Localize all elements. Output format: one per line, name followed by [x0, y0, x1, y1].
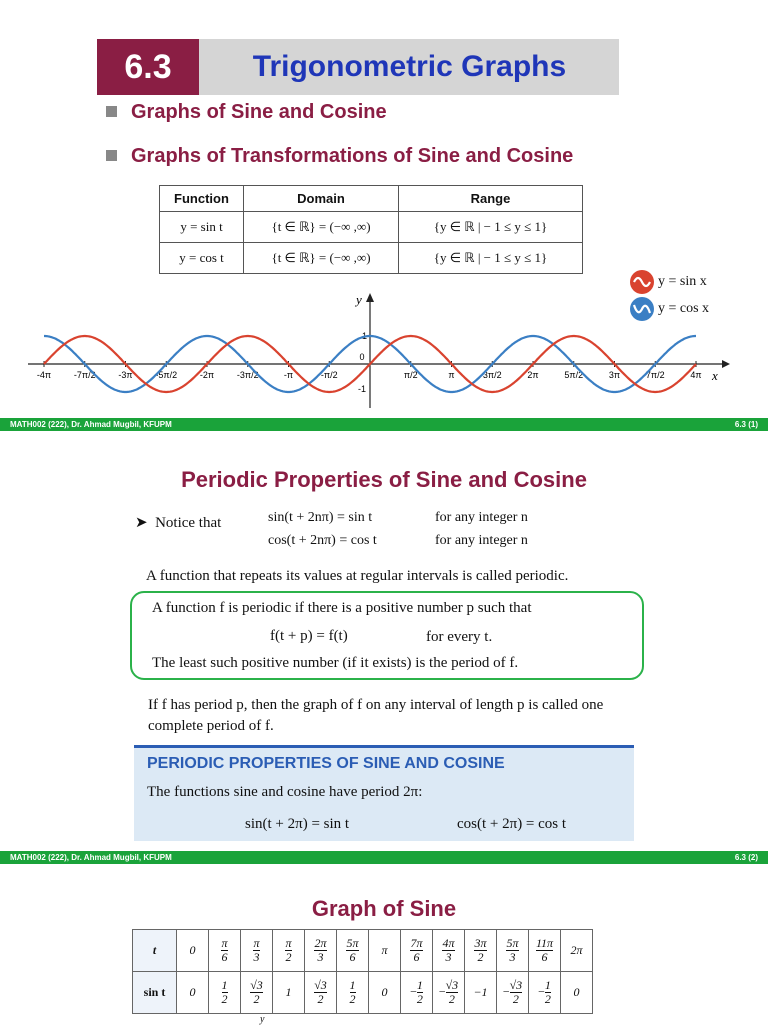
- table-cell: 1: [273, 972, 305, 1014]
- table-cell: $\frac{5\pi}{3}$: [497, 930, 529, 972]
- identity-sin: sin(t + 2nπ) = sin t: [268, 510, 373, 525]
- table-cell: $\frac{7\pi}{6}$: [401, 930, 433, 972]
- table-cell: $\frac{\pi}{3}$: [241, 930, 273, 972]
- box-text: The functions sine and cosine have period 2π:: [147, 784, 423, 800]
- slide-footer: MATH002 (222), Dr. Ahmad Mugbil, KFUPM 6.3 (1): [0, 418, 768, 431]
- y-axis-label: y: [356, 292, 362, 307]
- periodic-sentence: A function that repeats its values at regular intervals is called periodic.: [146, 568, 569, 584]
- table-cell: 0: [369, 972, 401, 1014]
- x-tick-label: -π/2: [320, 370, 338, 380]
- table-cell: π: [369, 930, 401, 972]
- table-header: Range: [399, 186, 583, 212]
- x-tick-label: -3π/2: [236, 370, 259, 380]
- table-cell: {t ∈ ℝ} = (−∞ ,∞): [244, 212, 399, 243]
- x-tick-label: 7π/2: [645, 370, 665, 380]
- table-row: [133, 972, 593, 1014]
- identity-cos: cos(t + 2nπ) = cos t: [268, 533, 377, 548]
- x-tick-label: 0: [359, 352, 365, 362]
- table-cell: $\frac{4\pi}{3}$: [433, 930, 465, 972]
- square-bullet-icon: [106, 150, 117, 161]
- x-tick-label: 4π: [690, 370, 702, 380]
- table-cell: − $\frac{1}{2}$: [529, 972, 561, 1014]
- x-tick-label: 5π/2: [564, 370, 584, 380]
- table-cell: 0: [177, 972, 209, 1014]
- slide-footer: MATH002 (222), Dr. Ahmad Mugbil, KFUPM 6.3 (2): [0, 851, 768, 864]
- x-axis-arrow-icon: [722, 360, 730, 368]
- table-cell: $\frac{\pi}{6}$: [209, 930, 241, 972]
- table-cell: {y ∈ ℝ | − 1 ≤ y ≤ 1}: [399, 212, 583, 243]
- table-cell: $\frac{√3}{2}$: [241, 972, 273, 1014]
- table-cell: $\frac{1}{2}$: [209, 972, 241, 1014]
- x-tick-label: 2π: [527, 370, 539, 380]
- slide-title: Periodic Properties of Sine and Cosine: [181, 467, 587, 492]
- y-axis-arrow-icon: [366, 293, 374, 302]
- table-cell: − $\frac{√3}{2}$: [497, 972, 529, 1014]
- table-cell: {t ∈ ℝ} = (−∞ ,∞): [244, 243, 399, 274]
- x-tick-label: π/2: [403, 370, 418, 380]
- x-tick-label: -5π/2: [155, 370, 178, 380]
- table-cell: 0: [177, 930, 209, 972]
- bullet-item: Graphs of Sine and Cosine: [106, 101, 646, 124]
- y-tick-neg-one: -1: [358, 384, 367, 394]
- box-equation-cos: cos(t + 2π) = cos t: [457, 816, 567, 832]
- table-cell: $\frac{5\pi}{6}$: [337, 930, 369, 972]
- x-tick-label: π: [448, 370, 455, 380]
- legend-cos: y = cos x: [630, 297, 709, 321]
- table-cell: y = cos t: [160, 243, 244, 274]
- x-tick-label: 3π/2: [482, 370, 502, 380]
- row-label-t: t: [133, 930, 177, 972]
- for-any-integer: for any integer n: [435, 510, 528, 525]
- x-tick-label: -π: [283, 370, 294, 380]
- row-label-sin: sin t: [133, 972, 177, 1014]
- x-tick-label: -7π/2: [73, 370, 96, 380]
- table-cell: $\frac{√3}{2}$: [305, 972, 337, 1014]
- definition-equation: f(t + p) = f(t): [270, 628, 348, 644]
- period-paragraph: If f has period p, then the graph of f on any interval of length p is called one complete period of f.: [148, 697, 604, 734]
- table-header: Domain: [244, 186, 399, 212]
- x-tick-label: -4π: [36, 370, 52, 380]
- table-cell: 2π: [561, 930, 593, 972]
- table-header: Function: [160, 186, 244, 212]
- table-cell: $\frac{3\pi}{2}$: [465, 930, 497, 972]
- definition-every: for every t.: [426, 629, 493, 645]
- square-bullet-icon: [106, 106, 117, 117]
- legend-sin: y = sin x: [630, 270, 707, 294]
- box-equation-sin: sin(t + 2π) = sin t: [245, 816, 350, 832]
- table-cell: − $\frac{1}{2}$: [401, 972, 433, 1014]
- y-axis-label: y: [260, 1014, 265, 1025]
- y-tick-one: 1: [362, 331, 368, 341]
- table-cell: − $\frac{√3}{2}$: [433, 972, 465, 1014]
- bullet-item: Graphs of Transformations of Sine and Cosine: [106, 145, 646, 168]
- section-title: Trigonometric Graphs: [252, 50, 567, 83]
- table-cell: y = sin t: [160, 212, 244, 243]
- table-cell: $\frac{1}{2}$: [337, 972, 369, 1014]
- definition-line: A function f is periodic if there is a positive number p such that: [152, 600, 532, 616]
- slide-title: Graph of Sine: [311, 896, 457, 921]
- box-title: PERIODIC PROPERTIES OF SINE AND COSINE: [147, 755, 505, 772]
- table-cell: $\frac{2\pi}{3}$: [305, 930, 337, 972]
- notice-line: ➤ Notice that: [135, 515, 222, 531]
- x-axis-label: x: [712, 368, 718, 383]
- domain-range-table: [159, 185, 583, 274]
- sine-values-table: [132, 929, 593, 1014]
- table-row: [160, 212, 583, 243]
- section-number: 6.3: [97, 39, 199, 95]
- table-row: [160, 243, 583, 274]
- x-tick-label: -3π: [118, 370, 133, 380]
- sine-cosine-graph: [0, 288, 768, 413]
- x-tick-label: -2π: [199, 370, 215, 380]
- table-cell: $\frac{11\pi}{6}$: [529, 930, 561, 972]
- x-tick-label: 3π: [608, 370, 621, 380]
- table-cell: $\frac{\pi}{2}$: [273, 930, 305, 972]
- for-any-integer: for any integer n: [435, 533, 528, 548]
- definition-line: The least such positive number (if it exists) is the period of f.: [152, 655, 519, 671]
- table-cell: 0: [561, 972, 593, 1014]
- table-cell: {y ∈ ℝ | − 1 ≤ y ≤ 1}: [399, 243, 583, 274]
- table-row: [133, 930, 593, 972]
- table-cell: −1: [465, 972, 497, 1014]
